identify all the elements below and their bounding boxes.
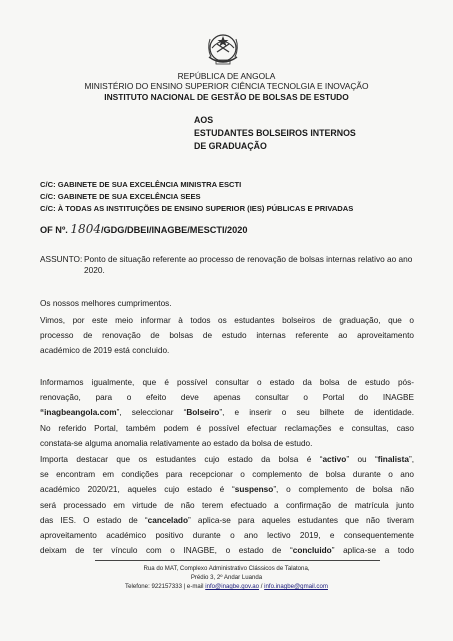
- footer-separator: /: [260, 583, 265, 590]
- cc-line-3: C/C: À TODAS AS INSTITUIÇÕES DE ENSINO SUPERIOR (IES) PÚBLICAS E PRIVADAS: [40, 204, 354, 213]
- text-segment: deixam de ter vínculo com o INAGBE, o estado de “: [40, 546, 293, 556]
- paragraph-line: aproveitamento académico positivo durante o ano lectivo 2019, e consequentemente: [40, 531, 414, 541]
- paragraph-1: [40, 313, 414, 359]
- cc-line-2: C/C: GABINETE DE SUA EXCELÊNCIA SEES: [40, 192, 201, 201]
- paragraph-line: constata-se alguma anomalia relativamente ao estado da bolsa de estudo.: [40, 438, 313, 448]
- paragraph-line: [40, 543, 414, 558]
- angola-coat-of-arms-icon: [203, 31, 243, 69]
- footer-contacts: [40, 583, 413, 591]
- recipient-line-3: DE GRADUAÇÃO: [194, 140, 267, 151]
- greeting: [40, 296, 414, 311]
- footer-phone: Telefone: 922157333 | e-mail: [125, 583, 206, 590]
- header-institute: INSTITUTO NACIONAL DE GESTÃO DE BOLSAS DE ESTUDO: [104, 92, 349, 102]
- paragraph-line: Informamos igualmente, que é possível consultar o estado da bolsa de estudo pós-: [40, 378, 414, 387]
- handwritten-number: 1804: [70, 222, 101, 236]
- text-segment: Importa destacar que os estudantes cujo estado da bolsa é “: [40, 455, 323, 464]
- bolseiro-option: Bolseiro: [186, 408, 220, 418]
- portal-name: inagbeangola.com: [44, 408, 117, 418]
- text-segment: ” aplica-se para aqueles estudantes que não tiveram: [188, 515, 414, 525]
- text-segment: ”, e inserir o seu bilhete de identidade.: [219, 408, 414, 418]
- footer-address: Rua do MAT, Complexo Administrativo Clássicos de Talatona,: [143, 565, 310, 572]
- reference-suffix: /GDG/DBEI/INAGBE/MESCTI/2020: [100, 225, 248, 235]
- text-segment: ” aplica-se a todo: [331, 546, 414, 556]
- header-republic: REPÚBLICA DE ANGOLA: [177, 71, 276, 81]
- paragraph-line: [40, 405, 414, 420]
- recipient-line-2: ESTUDANTES BOLSEIROS INTERNOS: [194, 127, 356, 138]
- status-concluido: concluido: [292, 546, 332, 556]
- text-segment: ”, seleccionar “: [116, 408, 187, 418]
- text-segment: ”, o complemento de bolsa não: [273, 485, 414, 495]
- paragraph-line: [40, 482, 414, 497]
- text-segment: ”,: [408, 455, 414, 464]
- paragraph-line: se encontram em condições para recepcionar o complemento de bolsa durante o ano: [40, 470, 414, 480]
- paragraph-line: No referido Portal, também podem é possível efectuar reclamações e consultas, caso: [40, 423, 414, 433]
- status-cancelado: cancelado: [147, 515, 188, 525]
- paragraph-line: renovação, para o efeito deve apenas consultar o Portal do INAGBE: [40, 393, 414, 403]
- paragraph-3: [40, 452, 414, 558]
- text-segment: académico 2020/21, aqueles cujo estado é “: [40, 485, 235, 495]
- text-segment: ” ou “: [346, 455, 378, 464]
- greeting-text: Os nossos melhores cumprimentos.: [40, 299, 172, 308]
- quote: “: [40, 408, 45, 418]
- status-activo: activo: [322, 455, 347, 464]
- subject-block: [40, 254, 420, 276]
- paragraph-line: [40, 513, 414, 528]
- reference-number: [40, 222, 248, 237]
- text-segment: das IES. O estado de “: [40, 515, 148, 525]
- status-suspenso: suspenso: [234, 485, 274, 495]
- reference-prefix: OF Nº.: [40, 225, 68, 235]
- paragraph-line: académico de 2019 está concluido.: [40, 346, 170, 356]
- paragraph-2: [40, 375, 414, 451]
- subject-label: ASSUNTO:: [40, 254, 83, 264]
- cc-line-1: C/C: GABINETE DE SUA EXCELÊNCIA MINISTRA ESCTI: [40, 180, 242, 189]
- paragraph-line: será processado em virtude de não terem efectuado a confirmação de matrícula junto: [40, 500, 414, 510]
- paragraph-line: Vimos, por este meio informar à todos os estudantes bolseiros de graduação, que o: [40, 316, 414, 325]
- paragraph-line: [40, 452, 414, 467]
- footer-divider: [95, 560, 380, 561]
- recipient-line-1: AOS: [194, 115, 214, 125]
- email-link-2[interactable]: info.inagbe@gmail.com: [264, 583, 328, 590]
- header-ministry: MINISTÉRIO DO ENSINO SUPERIOR CIÊNCIA TECNOLGIA E INOVAÇÃO: [84, 81, 369, 91]
- status-finalista: finalista: [377, 455, 409, 464]
- subject-text: Ponto de situação referente ao processo de renovação de bolsas internas relativo ao ano 2020.: [84, 254, 413, 275]
- paragraph-line: processo de renovação de bolsas de estudo internas referente ao aproveitamento: [40, 331, 414, 341]
- recipient-block: [194, 114, 356, 152]
- email-link-1[interactable]: info@inagbe.gov.ao: [205, 583, 260, 590]
- footer-building: Prédio 3, 2º Andar Luanda: [190, 574, 263, 581]
